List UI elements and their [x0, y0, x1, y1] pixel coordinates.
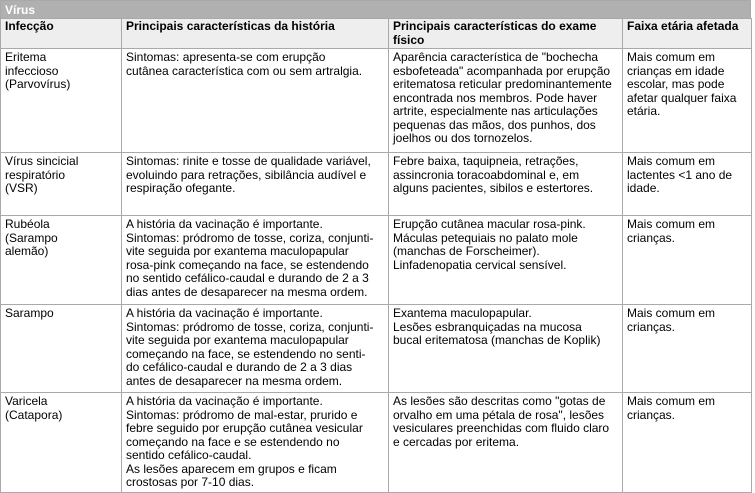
cell-physical-exam: Febre baixa, taquipneia, retrações, assincronia toracoabdominal e, em alguns pacientes, sibilos e estertores.: [389, 153, 623, 216]
cell-history: A história da vacinação é importante. Sintomas: pródromo de mal-estar, prurido e febre seguido por erupção cutânea vesicular começando na face e se estendendo no sentido cefálico-caudal. As lesões aparecem em grupos e ficam crostosas por 7-10 dias.: [122, 393, 389, 493]
cell-physical-exam: Aparência característica de "bochecha esbofeteada" acompanhada por erupção eritematosa reticular predominantemente encontrada nos membros. Pode haver artrite, especialmente nas articulações pequenas das mãos, dos punhos, dos joelhos ou dos tornozelos.: [389, 49, 623, 153]
cell-physical-exam: Exantema maculopapular. Lesões esbranquiçadas na mucosa bucal eritematosa (manchas de Koplik): [389, 305, 623, 393]
cell-age-group: Mais comum em crianças.: [623, 305, 752, 393]
cell-physical-exam: Erupção cutânea macular rosa-pink. Máculas petequiais no palato mole (manchas de Forscheimer). Linfadenopatia cervical sensível.: [389, 216, 623, 305]
header-history: Principais características da história: [122, 19, 389, 49]
cell-history: Sintomas: rinite e tosse de qualidade variável, evoluindo para retrações, sibilância audível e respiração ofegante.: [122, 153, 389, 216]
cell-physical-exam: As lesões são descritas como "gotas de orvalho em uma pétala de rosa", lesões vesiculares preenchidas com fluido claro e cercadas por eritema.: [389, 393, 623, 493]
table-row: [1, 216, 752, 305]
cell-infection: Rubéola (Sarampo alemão): [1, 216, 122, 305]
cell-history: Sintomas: apresenta-se com erupção cutânea característica com ou sem artralgia.: [122, 49, 389, 153]
cell-history: A história da vacinação é importante. Sintomas: pródromo de tosse, coriza, conjunti- vite seguida por exantema maculopapular rosa-pink começando na face, se estendendo no sentido cefálico-caudal e durando de 2 a 3 dias antes de desaparecer na mesma ordem.: [122, 216, 389, 305]
virus-table: [0, 18, 752, 493]
header-age-group: Faixa etária afetada: [623, 19, 752, 49]
cell-infection: Varicela (Catapora): [1, 393, 122, 493]
cell-infection: Sarampo: [1, 305, 122, 393]
cell-infection: Eritema infeccioso (Parvovírus): [1, 49, 122, 153]
cell-age-group: Mais comum em crianças.: [623, 393, 752, 493]
cell-age-group: Mais comum em lactentes <1 ano de idade.: [623, 153, 752, 216]
cell-age-group: Mais comum em crianças.: [623, 216, 752, 305]
cell-history: A história da vacinação é importante. Sintomas: pródromo de tosse, coriza, conjunti- vite seguida por exantema maculopapular começando na face, se estendendo no senti- do cefálico-caudal e durando de 2 a 3 dias antes de desaparecer na mesma ordem.: [122, 305, 389, 393]
header-physical-exam: Principais características do exame físico: [389, 19, 623, 49]
cell-infection: Vírus sincicial respiratório (VSR): [1, 153, 122, 216]
header-row: [1, 19, 752, 49]
cell-age-group: Mais comum em crianças em idade escolar, mas pode afetar qualquer faixa etária.: [623, 49, 752, 153]
table-row: [1, 153, 752, 216]
section-title: Vírus: [0, 0, 751, 18]
header-infection: Infecção: [1, 19, 122, 49]
table-row: [1, 49, 752, 153]
table-row: [1, 393, 752, 493]
table-row: [1, 305, 752, 393]
